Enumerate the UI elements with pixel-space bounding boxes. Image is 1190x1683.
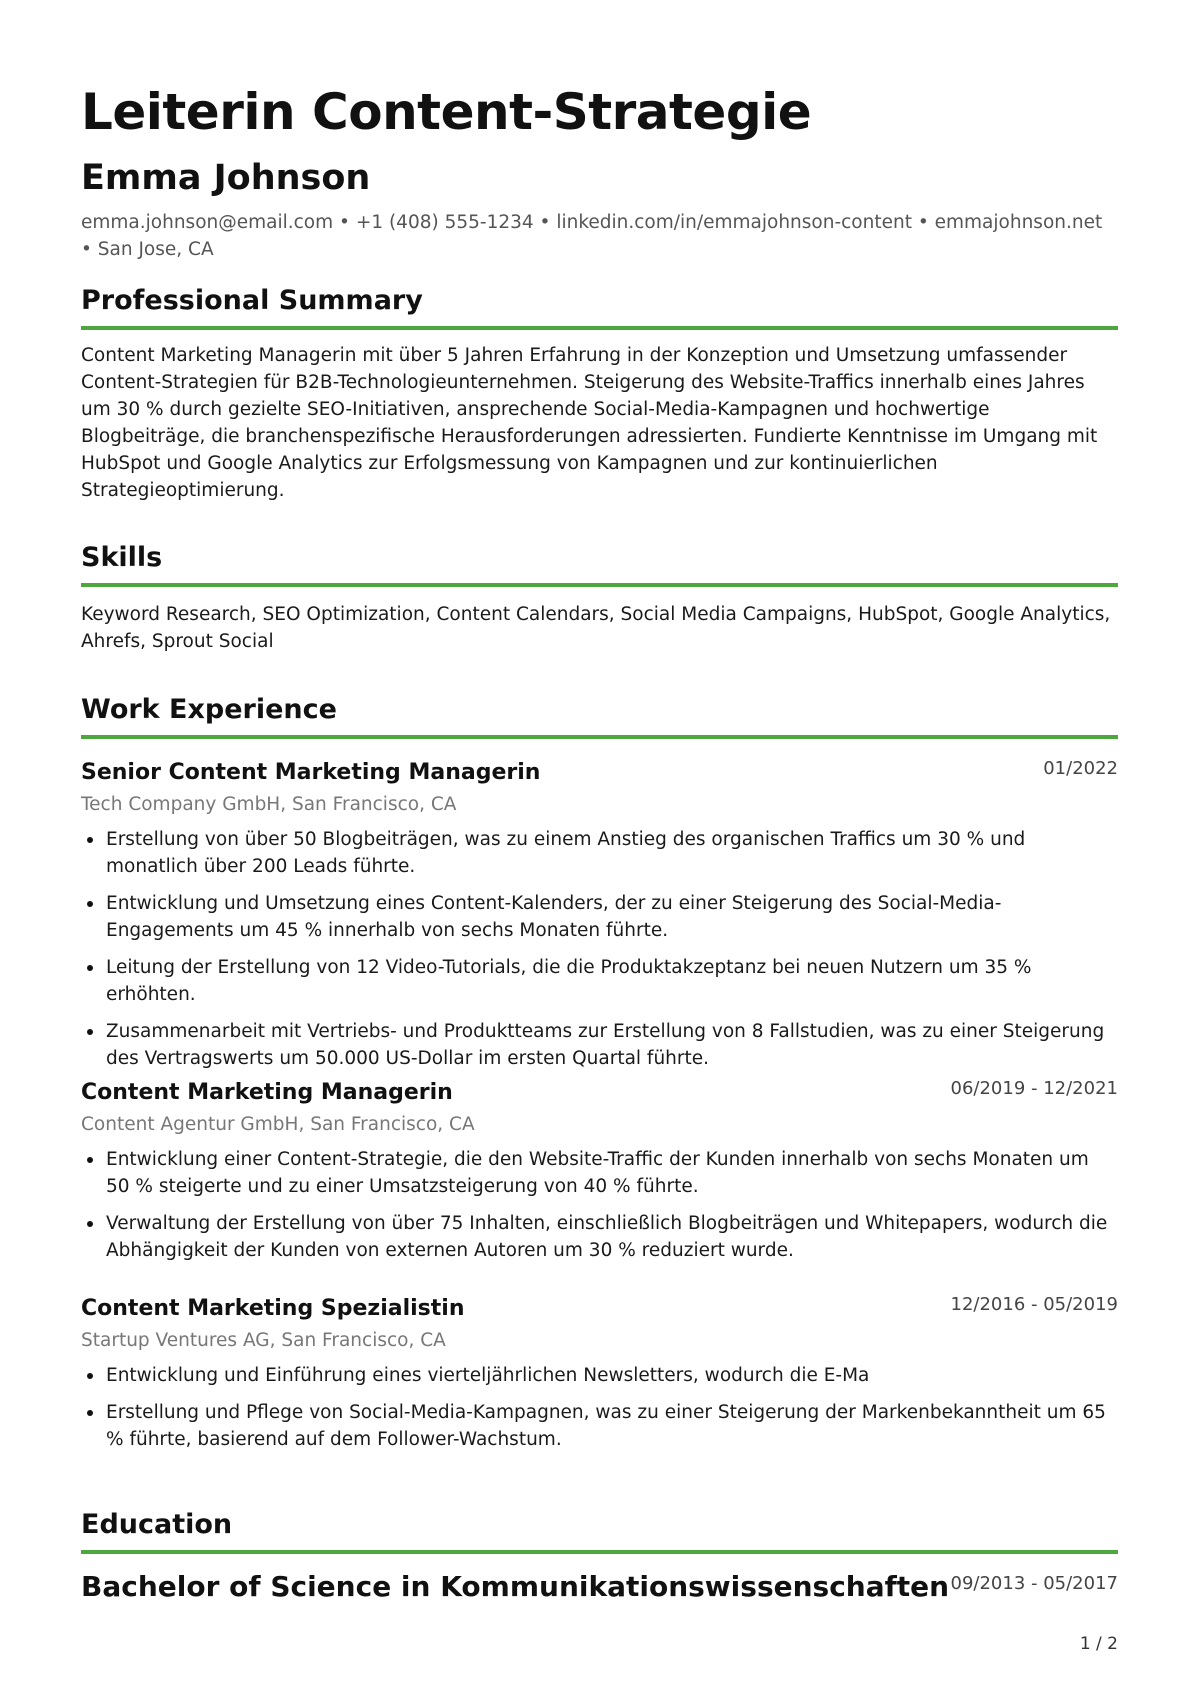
job-entry [81,1293,1118,1463]
job-bullets [81,826,1118,1072]
job-header [81,757,1118,789]
bullet-item [81,826,1118,880]
bullet-icon [87,1221,93,1227]
job-entry [81,757,1118,1082]
job-header [81,1077,1118,1109]
bullet-item [81,1210,1118,1264]
bullet-text: Erstellung von über 50 Blogbeiträgen, was zu einem Anstieg des organischen Traffics um 30 % und monatlich über 200 Leads führte. [106,829,1026,877]
bullet-icon [87,1029,93,1035]
page-number: 1 / 2 [1079,1634,1118,1654]
bullet-icon [87,901,93,907]
summary-text: Content Marketing Managerin mit über 5 Jahren Erfahrung in der Konzeption und Umsetzung umfassender Content-Strategien für B2B-Technologieunternehmen. Steigerung des Website-Traffics innerhalb eines Jahres um 30 % durch gezielte SEO-Initiativen, ansprechende Social-Media-Kampagnen und hochwertige Blogbeiträge, die branchenspezifische Herausforderungen adressierten. Fundierte Kenntnisse im Umgang mit HubSpot und Google Analytics zur Erfolgsmessung von Kampagnen und zur kontinuierlichen Strategieoptimierung. [81,345,1098,501]
bullet-icon [87,965,93,971]
bullet-item [81,1399,1118,1453]
bullet-text: Zusammenarbeit mit Vertriebs- und Produktteams zur Erstellung von 8 Fallstudien, was zu einer Steigerung des Vertragswerts um 50.000 US-Dollar im ersten Quartal führte. [106,1021,1105,1069]
job-bullets [81,1146,1118,1264]
skills-text: Keyword Research, SEO Optimization, Content Calendars, Social Media Campaigns, HubSpot, Google Analytics, Ahrefs, Sprout Social [81,604,1111,652]
bullet-text: Entwicklung einer Content-Strategie, die den Website-Traffic der Kunden innerhalb von sechs Monaten um 50 % steigerte und zu einer Umsatzsteigerung von 40 % führte. [106,1149,1089,1197]
bullet-text: Leitung der Erstellung von 12 Video-Tutorials, die die Produktakzeptanz bei neuen Nutzern um 35 % erhöhten. [106,957,1032,1005]
job-company: Tech Company GmbH, San Francisco, CA [81,794,457,815]
job-bullets [81,1362,1118,1453]
job-dates: 06/2019 - 12/2021 [950,1078,1118,1099]
bullet-item [81,1018,1118,1072]
job-dates: 12/2016 - 05/2019 [950,1294,1118,1315]
bullet-item [81,1362,1118,1389]
bullet-item [81,954,1118,1008]
skills-heading: Skills [81,540,1118,587]
job-header [81,1293,1118,1325]
bullet-icon [87,837,93,843]
bullet-item [81,1146,1118,1200]
job-title: Senior Content Marketing Managerin [81,760,541,785]
education-heading: Education [81,1507,1118,1554]
job-dates: 01/2022 [1043,758,1118,779]
bullet-text: Erstellung und Pflege von Social-Media-Kampagnen, was zu einer Steigerung der Markenbekanntheit um 65 % führte, basierend auf dem Follower-Wachstum. [106,1402,1106,1450]
summary-heading: Professional Summary [81,283,1118,330]
bullet-item [81,890,1118,944]
work-experience-heading: Work Experience [81,692,1118,739]
bullet-icon [87,1373,93,1379]
bullet-text: Entwicklung und Einführung eines vierteljährlichen Newsletters, wodurch die E-Ma [106,1365,870,1386]
job-title: Content Marketing Managerin [81,1080,453,1105]
contact-line: emma.johnson@email.com • +1 (408) 555-1234 • linkedin.com/in/emmajohnson-content • emmajohnson.net • San Jose, CA [81,212,1103,260]
degree-title: Bachelor of Science in Kommunikationswissenschaften [81,1570,950,1603]
job-company: Content Agentur GmbH, San Francisco, CA [81,1114,475,1135]
job-company: Startup Ventures AG, San Francisco, CA [81,1330,446,1351]
job-title: Content Marketing Spezialistin [81,1296,465,1321]
education-dates: 09/2013 - 05/2017 [950,1573,1118,1594]
bullet-text: Verwaltung der Erstellung von über 75 Inhalten, einschließlich Blogbeiträgen und Whitepapers, wodurch die Abhängigkeit der Kunden von externen Autoren um 30 % reduziert wurde. [106,1213,1108,1261]
bullet-icon [87,1157,93,1163]
job-entry [81,1077,1118,1274]
bullet-text: Entwicklung und Umsetzung eines Content-Kalenders, der zu einer Steigerung des Social-Media-Engagements um 45 % innerhalb von sechs Monaten führte. [106,893,1002,941]
resume-title: Leiterin Content-Strategie [81,83,812,141]
person-name: Emma Johnson [81,158,371,198]
bullet-icon [87,1410,93,1416]
